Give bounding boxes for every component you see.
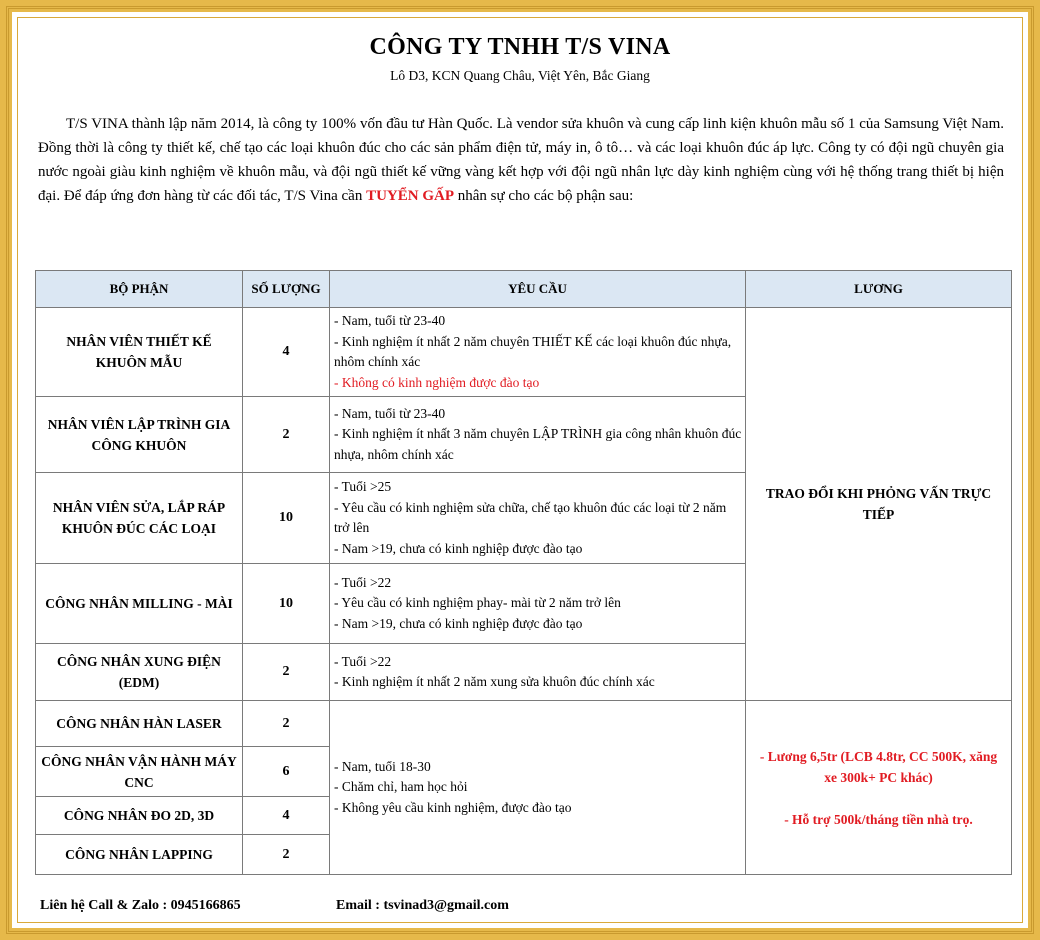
header-qty: SỐ LƯỢNG: [243, 271, 330, 308]
intro-paragraph: [38, 112, 1004, 208]
header-req: YÊU CẦU: [330, 271, 746, 308]
table-row: [36, 308, 1012, 397]
dept-cell: CÔNG NHÂN ĐO 2D, 3D: [36, 797, 243, 835]
req-line: - Nam >19, chưa có kinh nghiệp được đào tạo: [334, 540, 583, 556]
salary-support-line: - Hỗ trợ 500k/tháng tiền nhà trọ.: [784, 811, 973, 827]
salary-cell-bottom: [746, 701, 1012, 875]
company-name: CÔNG TY TNHH T/S VINA: [369, 34, 671, 60]
dept-cell: NHÂN VIÊN LẬP TRÌNH GIA CÔNG KHUÔN: [36, 397, 243, 473]
req-line: - Kinh nghiệm ít nhất 2 năm chuyên THIẾT KẾ các loại khuôn đúc nhựa, nhôm chính xác: [334, 333, 732, 369]
qty-cell: 6: [243, 747, 330, 797]
req-cell: [330, 397, 746, 473]
salary-cell-top: TRAO ĐỔI KHI PHỎNG VẤN TRỰC TIẾP: [746, 308, 1012, 701]
intro-highlight: TUYỂN GẤP: [366, 188, 454, 204]
req-line: - Nam, tuổi từ 23-40: [334, 313, 446, 328]
header-salary: LƯƠNG: [746, 271, 1012, 308]
job-posting: [26, 26, 1014, 914]
req-line: - Tuổi >22: [334, 574, 392, 590]
req-line: - Kinh nghiệm ít nhất 3 năm chuyên LẬP TRÌNH gia công nhân khuôn đúc nhựa, nhôm chính xác: [334, 426, 742, 462]
qty-cell: 10: [243, 473, 330, 564]
req-line: - Kinh nghiệm ít nhất 2 năm xung sửa khuôn đúc chính xác: [334, 674, 655, 689]
intro-text: T/S VINA thành lập năm 2014, là công ty 100% vốn đầu tư Hàn Quốc. Là vendor sửa khuôn và cung cấp linh kiện khuôn mẫu số 1 của Samsung Việt Nam. Đồng thời là công ty thiết kế, chế tạo các loại khuôn đúc cho các sản phẩm điện tử, máy in, ô tô… và các loại khuôn đúc áp lực. Công ty có đội ngũ chuyên gia nước ngoài giàu kinh nghiệm về khuôn mẫu, và đội ngũ thiết kế vững vàng kết hợp với đội ngũ nhân lực dày kinh nghiệm cùng với hệ thống trang thiết bị hiện đại. Để đáp ứng đơn hàng từ các đối tác, T/S Vina cần: [38, 116, 1004, 204]
req-cell: [330, 308, 746, 397]
positions-table: [35, 270, 1012, 875]
intro-tail: nhân sự cho các bộ phận sau:: [457, 188, 634, 204]
contact-email: Email : tsvinad3@gmail.com: [336, 898, 509, 913]
dept-cell: NHÂN VIÊN SỬA, LẮP RÁP KHUÔN ĐÚC CÁC LOẠI: [36, 473, 243, 564]
dept-cell: NHÂN VIÊN THIẾT KẾ KHUÔN MẪU: [36, 308, 243, 397]
req-line: - Nam, tuổi từ 23-40: [334, 405, 446, 421]
qty-cell: 2: [243, 835, 330, 875]
company-address: Lô D3, KCN Quang Châu, Việt Yên, Bắc Giang: [390, 68, 650, 83]
dept-cell: CÔNG NHÂN XUNG ĐIỆN (EDM): [36, 644, 243, 701]
req-line: - Nam, tuổi 18-30: [334, 758, 431, 774]
req-cell: [330, 564, 746, 644]
qty-cell: 4: [243, 308, 330, 397]
dept-cell: CÔNG NHÂN HÀN LASER: [36, 701, 243, 747]
table-row: [36, 701, 1012, 747]
req-line-highlight: - Không có kinh nghiệm được đào tạo: [334, 374, 540, 390]
contact-phone: Liên hệ Call & Zalo : 0945166865: [40, 898, 241, 913]
qty-cell: 4: [243, 797, 330, 835]
header-dept: BỘ PHẬN: [36, 271, 243, 308]
req-line: - Chăm chỉ, ham học hỏi: [334, 779, 468, 795]
req-cell: [330, 644, 746, 701]
req-line: - Tuổi >22: [334, 653, 392, 669]
req-line: - Không yêu cầu kinh nghiệm, được đào tạo: [334, 799, 572, 815]
table-header-row: [36, 271, 1012, 308]
salary-line: - Lương 6,5tr (LCB 4.8tr, CC 500K, xăng xe 300k+ PC khác): [759, 748, 998, 785]
dept-cell: CÔNG NHÂN VẬN HÀNH MÁY CNC: [36, 747, 243, 797]
dept-cell: CÔNG NHÂN LAPPING: [36, 835, 243, 875]
qty-cell: 2: [243, 644, 330, 701]
req-cell-group: [330, 701, 746, 875]
req-line: - Nam >19, chưa có kinh nghiệp được đào tạo: [334, 615, 583, 631]
req-cell: [330, 473, 746, 564]
dept-cell: CÔNG NHÂN MILLING - MÀI: [36, 564, 243, 644]
req-line: - Yêu cầu có kinh nghiệm sửa chữa, chế tạo khuôn đúc các loại từ 2 năm trở lên: [334, 499, 727, 535]
req-line: - Tuổi >25: [334, 479, 392, 494]
qty-cell: 10: [243, 564, 330, 644]
qty-cell: 2: [243, 397, 330, 473]
req-line: - Yêu cầu có kinh nghiệm phay- mài từ 2 năm trở lên: [334, 595, 621, 611]
qty-cell: 2: [243, 701, 330, 747]
